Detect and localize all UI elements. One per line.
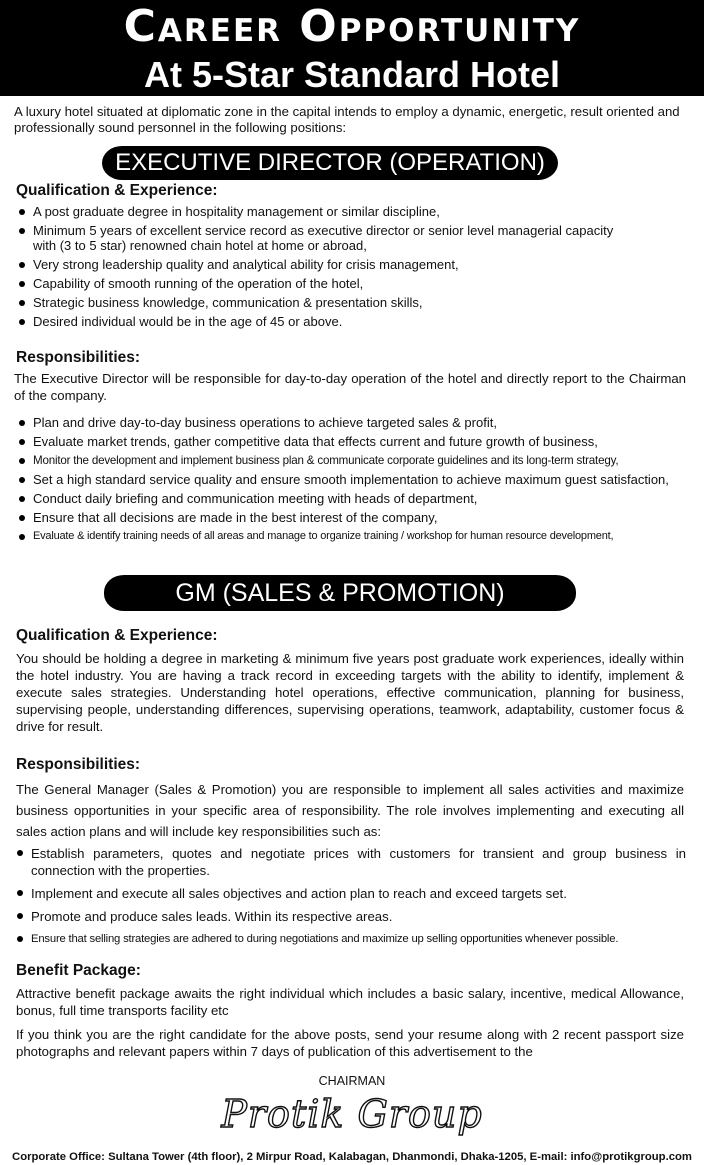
- qualification-heading: Qualification & Experience:: [16, 627, 218, 644]
- header-subtitle: At 5-Star Standard Hotel: [143, 54, 561, 95]
- list-item: Promote and produce sales leads. Within its respective areas.: [14, 908, 686, 925]
- responsibilities-intro: The Executive Director will be responsible for day-to-day operation of the hotel and directly report to the Chairman of the company.: [14, 371, 686, 403]
- qualification-paragraph: You should be holding a degree in marketing & minimum five years post graduate work experiences, ideally within the hotel industry. You are having a track record in exceeding targets with the ability to identify, implement & execute sales strategies. Understanding hotel operations, effective communication, planning for business, supervising people, understanding differences, supervising operations, teamwork, adaptability, customer focus & drive for result.: [16, 651, 684, 734]
- list-item: Set a high standard service quality and ensure smooth implementation to achieve maximum guest satisfaction,: [16, 472, 690, 487]
- qualification-heading: Qualification & Experience:: [16, 182, 218, 199]
- list-item: Plan and drive day-to-day business operations to achieve targeted sales & profit,: [16, 415, 690, 430]
- benefit-paragraph: Attractive benefit package awaits the right individual which includes a basic salary, incentive, medical Allowance, bonus, full time transports facility etc: [16, 986, 684, 1018]
- apply-paragraph: If you think you are the right candidate for the above posts, send your resume along with 2 recent passport size photographs and relevant papers within 7 days of publication of this advertisement to the: [16, 1027, 684, 1059]
- list-item: Ensure that selling strategies are adhered to during negotiations and maximize up selling opportunities whenever possible.: [14, 931, 686, 948]
- responsibilities-heading: Responsibilities:: [16, 756, 141, 773]
- header-title: Career Opportunity: [123, 1, 581, 52]
- intro-paragraph: A luxury hotel situated at diplomatic zone in the capital intends to employ a dynamic, energetic, result oriented and professionally sound personnel in the following positions:: [14, 104, 680, 135]
- list-item: Capability of smooth running of the operation of the hotel,: [16, 276, 684, 291]
- list-item: Ensure that all decisions are made in the best interest of the company,: [16, 510, 690, 525]
- list-item: Monitor the development and implement business plan & communicate corporate guidelines and its long-term strategy,: [16, 453, 690, 468]
- list-item: Conduct daily briefing and communication meeting with heads of department,: [16, 491, 690, 506]
- responsibilities-list: [14, 845, 686, 948]
- list-item: Establish parameters, quotes and negotiate prices with customers for transient and group business in connection with the properties.: [14, 845, 686, 879]
- list-item: Desired individual would be in the age of 45 or above.: [16, 314, 684, 329]
- qualification-list: [16, 204, 684, 329]
- list-item: Strategic business knowledge, communication & presentation skills,: [16, 295, 684, 310]
- responsibilities-list: [16, 415, 690, 544]
- protik-group-logo: [212, 1090, 492, 1140]
- responsibilities-heading: Responsibilities:: [16, 349, 141, 366]
- list-item: Very strong leadership quality and analytical ability for crisis management,: [16, 257, 684, 272]
- position-title-gm-sales: GM (SALES & PROMOTION): [104, 575, 576, 611]
- list-item: Evaluate market trends, gather competitive data that effects current and future growth of business,: [16, 434, 690, 449]
- logo-wordmark: Protik Group: [221, 1092, 483, 1136]
- position-title-executive-director: EXECUTIVE DIRECTOR (OPERATION): [102, 146, 558, 180]
- list-item: A post graduate degree in hospitality management or similar discipline,: [16, 204, 684, 219]
- header-banner: [0, 0, 704, 96]
- list-item: Evaluate & identify training needs of all areas and manage to organize training / workshop for human resource development,: [16, 529, 690, 544]
- footer-address: Corporate Office: Sultana Tower (4th floor), 2 Mirpur Road, Kalabagan, Dhanmondi, Dhaka-1205, E-mail: info@protikgroup.com: [12, 1151, 692, 1163]
- list-item: Minimum 5 years of excellent service record as executive director or senior level managerial capacity with (3 to 5 star) renowned chain hotel at home or abroad,: [16, 223, 684, 253]
- chairman-label: CHAIRMAN: [318, 1074, 386, 1088]
- list-item: Implement and execute all sales objectives and action plan to reach and exceed targets set.: [14, 885, 686, 902]
- benefit-heading: Benefit Package:: [16, 962, 141, 979]
- responsibilities-intro: The General Manager (Sales & Promotion) you are responsible to implement all sales activities and maximize business opportunities in your specific area of responsibility. The role involves implementing and executing all sales action plans and will include key responsibilities such as:: [16, 782, 684, 839]
